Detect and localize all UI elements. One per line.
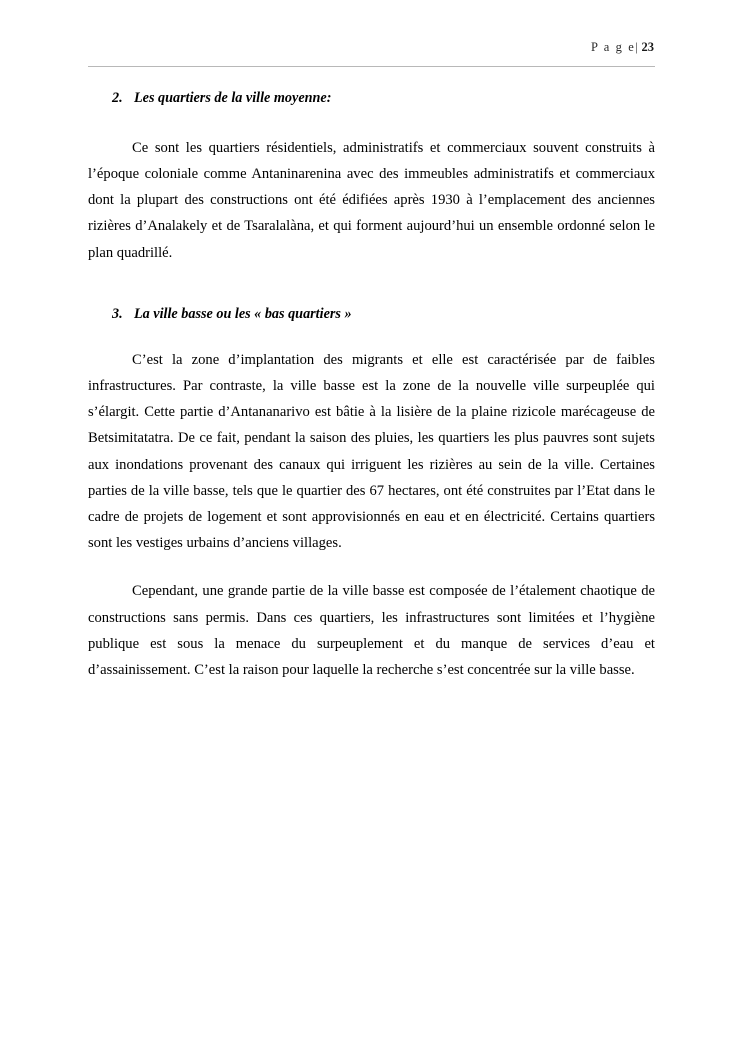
page-header bbox=[88, 40, 655, 67]
spacer bbox=[88, 556, 655, 578]
header-page-word: P a g e bbox=[590, 40, 636, 54]
section-number-2: 2. bbox=[112, 90, 123, 106]
spacer bbox=[88, 266, 655, 305]
section-heading-2 bbox=[88, 89, 655, 109]
document-body bbox=[88, 67, 655, 683]
header-separator: | bbox=[635, 40, 638, 54]
paragraph-1: Ce sont les quartiers résidentiels, administratifs et commerciaux souvent construits à l’époque coloniale comme Antaninarenina avec des immeubles administratifs et commerciaux dont la plupart des constructions ont été édifiées après 1930 à l’emplacement des anciennes rizières d’Analakely et de Tsaralalàna, et qui forment aujourd’hui un ensemble ordonné selon le plan quadrillé. bbox=[88, 139, 655, 261]
section-title-2: Les quartiers de la ville moyenne: bbox=[134, 90, 332, 106]
paragraph-3: Cependant, une grande partie de la ville basse est composée de l’étalement chaotique de constructions sans permis. Dans ces quartiers, les infrastructures sont limitées et l’hygiène publique est sous la menace du surpeuplement et du manque de services d’eau et d’assainissement. C’est la raison pour laquelle la recherche s’est concentrée sur la ville basse. bbox=[88, 583, 655, 678]
spacer bbox=[88, 325, 655, 347]
paragraph-2: C’est la zone d’implantation des migrants et elle est caractérisée par de faibles infrastructures. Par contraste, la ville basse est la zone de la nouvelle ville surpeuplée qui s’élargit. Cette partie d’Antananarivo est bâtie à la lisière de la plaine rizicole marécageuse de Betsimitatatra. De ce fait, pendant la saison des pluies, les quartiers les plus pauvres sont sujets aux inondations provenant des canaux qui irriguent les rizières au sein de la ville. Certaines parties de la ville basse, tels que le quartier des 67 hectares, ont été construites par l’Etat dans le cadre de projets de logement et sont approvisionnés en eau et en électricité. Certains quartiers sont les vestiges urbains d’anciens villages. bbox=[88, 351, 655, 552]
section-number-3: 3. bbox=[112, 305, 123, 322]
section-title-3: La ville basse ou les « bas quartiers » bbox=[134, 305, 352, 322]
header-page-indicator bbox=[591, 40, 655, 55]
spacer bbox=[88, 109, 655, 135]
section-heading-3 bbox=[88, 305, 655, 325]
header-page-number: 23 bbox=[641, 40, 654, 54]
